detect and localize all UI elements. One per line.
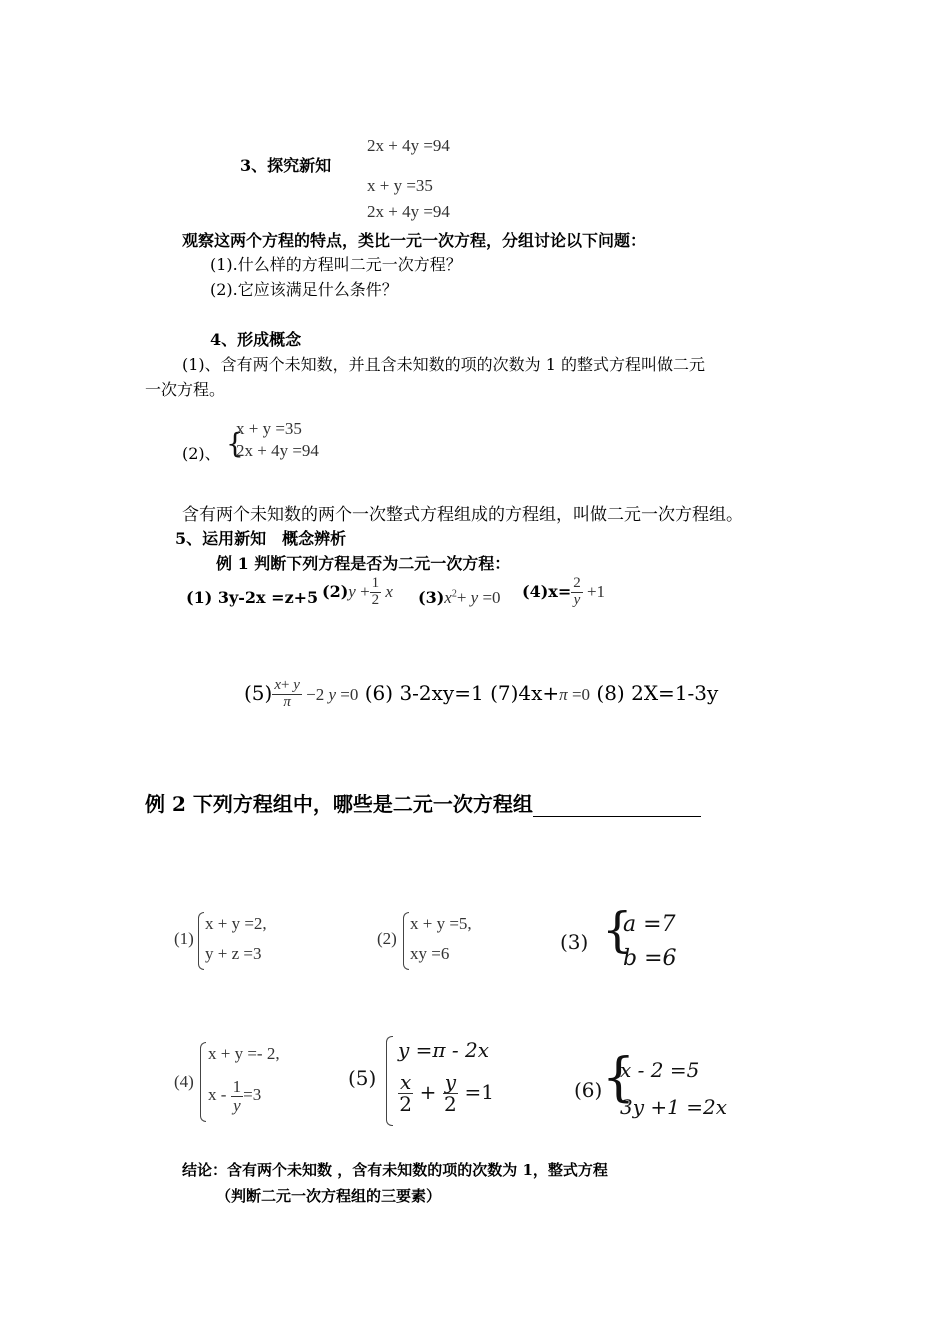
system-4-label: (4) <box>174 1072 194 1091</box>
definition-2-label: (2)、 <box>182 444 221 463</box>
brace-icon <box>198 912 204 970</box>
brace-icon: { <box>602 902 633 958</box>
definition-1-line1: (1)、含有两个未知数，并且含未知数的项的次数为 1 的整式方程叫做二元 <box>182 355 706 374</box>
def2-eq1: x + y =35 <box>236 419 302 438</box>
eq-b: 2x + 4y =94 <box>367 202 450 221</box>
e1-item-6: (6) 3-2xy=1 <box>364 681 484 705</box>
system-4-eq1: x + y =- 2, <box>208 1044 280 1063</box>
e1-item-4: (4)x= $\frac{2}{y}$ +1 <box>522 575 606 608</box>
e1-item-2: (2)y + $\frac{1}{2}$ x <box>322 575 393 608</box>
system-3-eq1: a =7 <box>623 912 676 937</box>
section3-heading: 3、探究新知 <box>240 156 332 175</box>
brace-icon <box>200 1042 206 1122</box>
e1-item-1: (1) 3y-2x =z+5 <box>186 588 319 607</box>
example1-title: 例 1 判断下列方程是否为二元一次方程： <box>216 554 511 573</box>
e1-item-3: $(3)x^2+ y =0$ <box>418 588 501 607</box>
e1-item-5-label: (5) <box>244 681 273 705</box>
system-1-eq1: x + y =2, <box>205 914 267 933</box>
system-5-eq2: $\frac{x}{2}$ + $\frac{y}{2}$ =1 <box>399 1070 494 1116</box>
system-5-label: (5) <box>348 1066 377 1090</box>
e1-item-8: (8) 2X=1-3y <box>596 681 719 705</box>
brace-icon: { <box>226 427 244 460</box>
eq-top: 2x + 4y =94 <box>367 136 450 155</box>
def2-eq2: 2x + 4y =94 <box>236 441 319 460</box>
system-1-eq2: y + z =3 <box>205 944 262 963</box>
example2-title: 例 2 下列方程组中，哪些是二元一次方程组 <box>145 788 701 817</box>
system-2-eq2: xy =6 <box>410 944 450 963</box>
e1-item-7: (7)4x+ <box>490 681 560 705</box>
definition-1-line2: 一次方程。 <box>145 380 226 399</box>
system-5-eq1: y =π - 2x <box>398 1038 490 1062</box>
question-1: (1).什么样的方程叫二元一次方程？ <box>210 255 462 274</box>
system-6-eq1: x - 2 =5 <box>620 1058 700 1082</box>
conclusion-note: （判断二元一次方程组的三要素） <box>216 1187 442 1205</box>
system-4-eq2: x - $\frac{1}{y}$ =3 <box>208 1076 262 1115</box>
system-6-label: (6) <box>574 1078 603 1102</box>
system-3-eq2: b =6 <box>623 946 677 971</box>
brace-icon <box>386 1036 393 1126</box>
answer-blank[interactable] <box>533 796 701 817</box>
conclusion-text: 结论：含有两个未知数 ，含有未知数的项的次数为 1，整式方程 <box>182 1161 608 1179</box>
e1-row2: (5) $\frac{x+ y}{\pi}$ −2 y =0 (6) 3-2xy=1 (7)4x+π =0 (8) 2X=1-3y <box>244 677 719 710</box>
system-6-eq2: 3y +1 =2x <box>620 1095 727 1119</box>
brace-icon: { <box>602 1048 636 1108</box>
system-2-label: (2) <box>377 929 397 948</box>
section5-heading: 5、运用新知 概念辨析 <box>175 529 347 548</box>
brace-icon <box>403 912 409 970</box>
definition-2-text: 含有两个未知数的两个一次整式方程组成的方程组，叫做二元一次方程组。 <box>182 505 743 525</box>
system-2-eq1: x + y =5, <box>410 914 472 933</box>
eq-a: x + y =35 <box>367 176 433 195</box>
observe-prompt: 观察这两个方程的特点，类比一元一次方程，分组讨论以下问题： <box>182 231 647 250</box>
system-1-label: (1) <box>174 929 194 948</box>
question-2: (2).它应该满足什么条件？ <box>210 280 398 299</box>
section4-heading: 4、形成概念 <box>210 330 302 349</box>
system-3-label: (3) <box>560 930 589 954</box>
